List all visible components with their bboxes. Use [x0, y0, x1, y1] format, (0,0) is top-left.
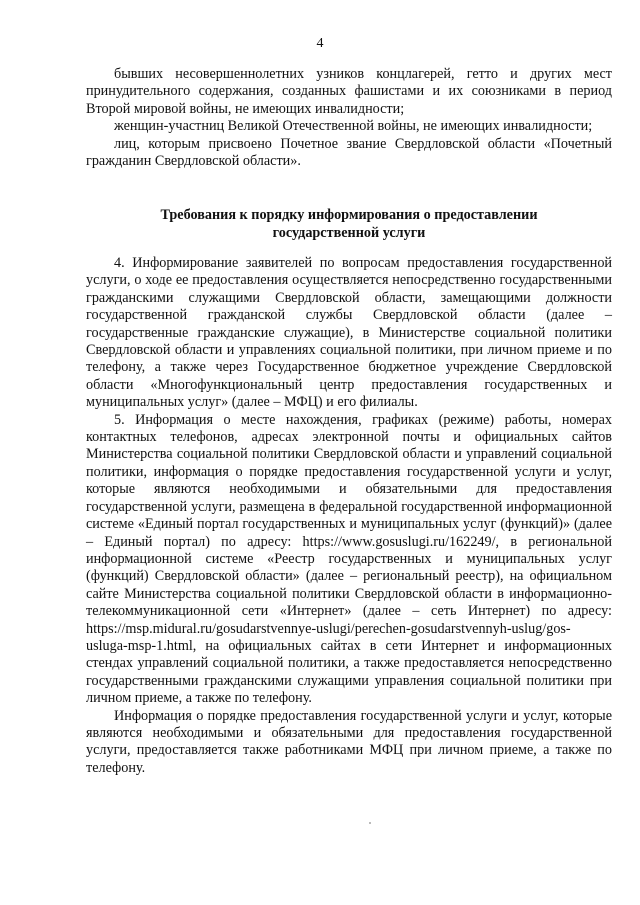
- heading-line: Требования к порядку информирования о предоставлении: [160, 207, 538, 223]
- scan-speck: [369, 822, 371, 824]
- paragraph: женщин-участниц Великой Отечественной войны, не имеющих инвалидности;: [114, 118, 593, 135]
- paragraph: бывших несовершеннолетних узников концлагерей, гетто и других мест принудительного содержания, созданных фашистами и их союзниками в период Второй мировой войны, не имеющих инвалидности;: [86, 66, 612, 117]
- paragraph-4: 4. Информирование заявителей по вопросам предоставления государственной услуги, о ходе ее предоставления осуществляется непосредственно государственными гражданскими служащими Свердловской области, замещающими должности государственной гражданской службы Свердловской области (далее – государственные гражданские служащие), в Министерстве социальной политики Свердловской области и управлениях социальной политики, при личном приеме и по телефону, а также через Государственное бюджетное учреждение Свердловской области «Многофункциональный центр предоставления государственных и муниципальных услуг» (далее – МФЦ) и его филиалы.: [86, 255, 612, 411]
- recipients-list: [86, 66, 612, 170]
- paragraph: лиц, которым присвоено Почетное звание Свердловской области «Почетный гражданин Свердловской области».: [86, 135, 612, 170]
- paragraph-5: 5. Информация о месте нахождения, графиках (режиме) работы, номерах контактных телефонов, адресах электронной почты и официальных сайтов Министерства социальной политики Свердловской области и управлений социальной политики, информация о порядке предоставления государственной услуги и услуг, которые являются необходимыми и обязательными для предоставления государственной услуги, размещена в федеральной государственной информационной системе «Единый портал государственных и муниципальных услуг (функций)» (далее – Единый портал) по адресу: https://www.gosuslugi.ru/162249/, в региональной информационной системе «Реестр государственных и муниципальных услуг (функций) Свердловской области» (далее – региональный реестр), на официальном сайте Министерства социальной политики Свердловской области в информационно-телекоммуникационной сети «Интернет» (далее – сеть Интернет) по адресу: https://msp.midural.ru/gosudarstvennye-uslugi/perechen-gosudarstvennyh-uslug/gos-usluga-msp-1.html, на официальных сайтах в сети Интернет и информационных стендах управлений социальной политики, а также предоставляется непосредственно государственными гражданскими служащими управления социальной политики при личном приеме, а также по телефону.: [86, 411, 612, 707]
- section-body: [86, 255, 612, 777]
- page-number: 4: [316, 36, 324, 51]
- section-heading: [86, 206, 612, 242]
- paragraph: Информация о порядке предоставления государственной услуги и услуг, которые являются необходимыми и обязательными для предоставления государственной услуги, предоставляется также работниками МФЦ при личном приеме, а также по телефону.: [86, 707, 612, 776]
- heading-line: государственной услуги: [272, 225, 426, 241]
